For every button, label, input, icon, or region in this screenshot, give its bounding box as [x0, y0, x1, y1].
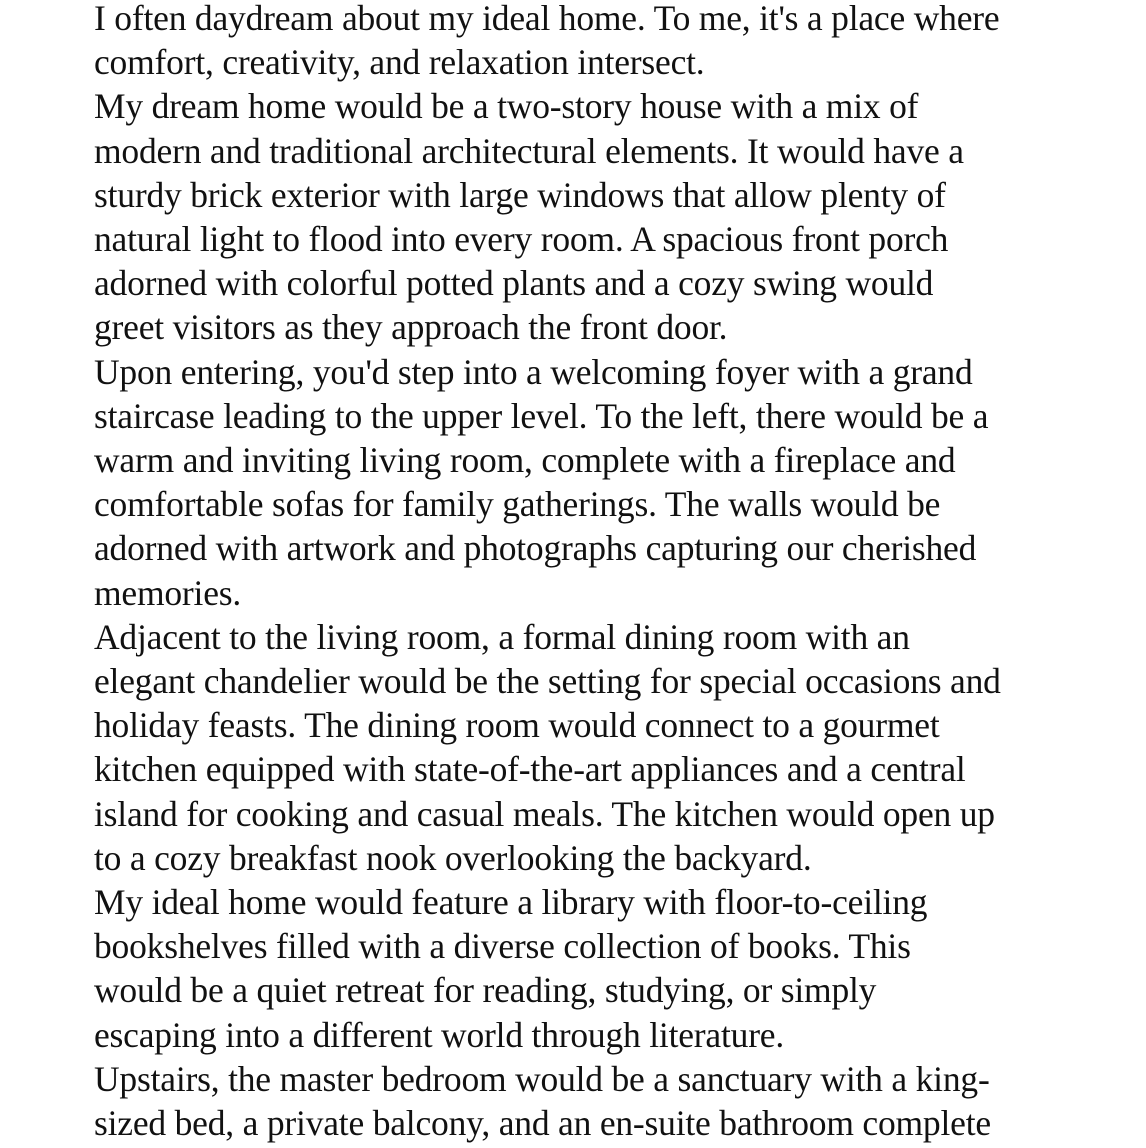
text-line: holiday feasts. The dining room would connect to a gourmet [94, 705, 940, 746]
text-line: Upstairs, the master bedroom would be a sanctuary with a king- [94, 1058, 990, 1099]
text-line: natural light to flood into every room. A spacious front porch [94, 219, 949, 260]
text-line: comfortable sofas for family gatherings. The walls would be [94, 484, 941, 525]
text-line: My ideal home would feature a library with floor-to-ceiling [94, 882, 928, 923]
document-body [94, 0, 1094, 1145]
text-line: elegant chandelier would be the setting for special occasions and [94, 661, 1001, 702]
text-line: modern and traditional architectural elements. It would have a [94, 130, 964, 171]
text-line: kitchen equipped with state-of-the-art appliances and a central [94, 749, 966, 790]
text-line: bookshelves filled with a diverse collection of books. This [94, 926, 911, 967]
text-line: warm and inviting living room, complete with a fireplace and [94, 440, 956, 481]
text-line: Upon entering, you'd step into a welcoming foyer with a grand [94, 351, 973, 392]
text-line: sturdy brick exterior with large windows that allow plenty of [94, 174, 946, 215]
text-line: adorned with colorful potted plants and a cozy swing would [94, 263, 934, 304]
text-line: staircase leading to the upper level. To the left, there would be a [94, 395, 989, 436]
text-line: adorned with artwork and photographs capturing our cherished [94, 528, 977, 569]
text-line: sized bed, a private balcony, and an en-suite bathroom complete [94, 1103, 991, 1144]
text-line: escaping into a different world through literature. [94, 1014, 785, 1055]
text-line: would be a quiet retreat for reading, studying, or simply [94, 970, 877, 1011]
text-line: My dream home would be a two-story house with a mix of [94, 86, 919, 127]
text-line: Adjacent to the living room, a formal dining room with an [94, 616, 910, 657]
text-line: comfort, creativity, and relaxation intersect. [94, 42, 705, 83]
text-line: greet visitors as they approach the front door. [94, 307, 728, 348]
text-line: I often daydream about my ideal home. To me, it's a place where [94, 0, 1000, 38]
text-line: island for cooking and casual meals. The kitchen would open up [94, 793, 995, 834]
text-line: memories. [94, 572, 242, 613]
text-line: to a cozy breakfast nook overlooking the backyard. [94, 837, 812, 878]
